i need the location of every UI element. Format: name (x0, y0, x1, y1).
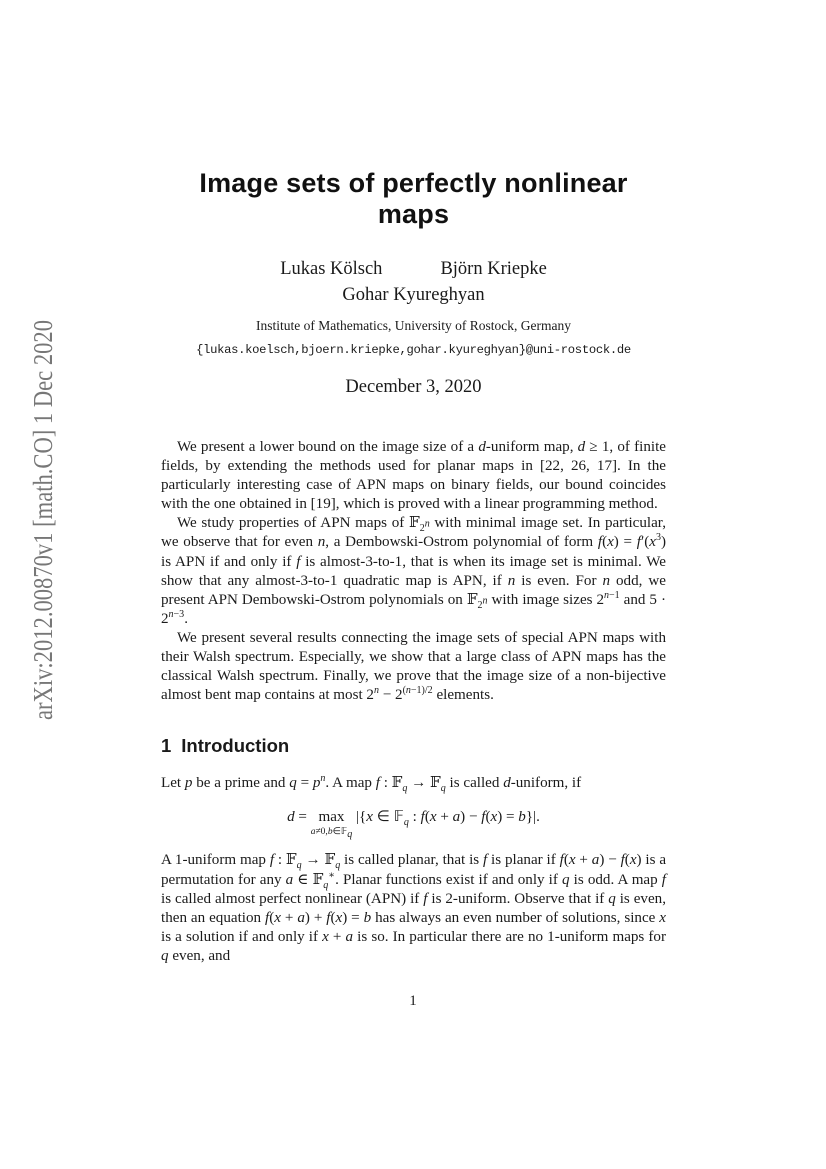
display-equation: d = max a≠0,b∈𝔽$_q$ |{x ∈ 𝔽$_q$ : f(x + a) − f(x) = b}|. (287, 809, 540, 841)
body-paragraph: A 1-uniform map f : 𝔽$_q$ → 𝔽$_q$ is called planar, that is f is planar if f(x + a) − f(x) is a permutation for any a ∈ 𝔽$_q$∗. Planar functions exist if and only if q is odd. A map f is called almost perfect nonlinear (APN) if f is 2-uniform. Observe that if q is even, then an equation f(x + a) + f(x) = b has always an even number of solutions, since x is a solution if and only if x + a is so. In particular there are no 1-uniform maps for q even, and (161, 852, 667, 964)
author-name: Gohar Kyureghyan (342, 285, 485, 305)
abstract-paragraph: We present a lower bound on the image size of a d-uniform map, d ≥ 1, of finite fields, by extending the methods used for planar maps in [22, 26, 17]. In the particularly interesting case of APN maps on binary fields, our bound coincides with the one obtained in [19], which is proved with a linear programming method. (161, 439, 666, 513)
author-name: Björn Kriepke (440, 259, 547, 279)
author-list (161, 256, 666, 308)
body-paragraph: Let p be a prime and $q = p^n$. A map f : 𝔽$_q$ → 𝔽$_q$ is called d-uniform, if (161, 773, 582, 795)
paper-page (161, 168, 666, 966)
abstract (161, 438, 666, 705)
paper-title: Image sets of perfectly nonlinear maps (199, 168, 628, 229)
section-title: Introduction (181, 735, 290, 757)
arxiv-stamp-text: arXiv:2012.00870v1 [math.CO] 1 Dec 2020 (28, 320, 58, 720)
section-number: 1 (161, 735, 172, 757)
abstract-paragraph: We present several results connecting the image sets of special APN maps with their Walsh spectrum. Especially, we show that a large class of APN maps has the classical Walsh spectrum. Finally, we prove that the image size of a non-bijective almost bent map contains at most $2^n - 2^{(n-1)/2}$ elements. (161, 629, 666, 704)
author-name: Lukas Kölsch (280, 259, 383, 279)
section-heading (161, 735, 666, 757)
paper-date: December 3, 2020 (345, 377, 482, 397)
affiliation: Institute of Mathematics, University of Rostock, Germany (256, 318, 571, 333)
arxiv-stamp (12, 320, 68, 720)
abstract-paragraph: We study properties of APN maps of 𝔽$_{2^n}$ with minimal image set. In particular, we observe that for even n, a Dembowski-Ostrom polynomial of form $f(x) = f'(x^3)$ is APN if and only if f is almost-3-to-1, that is when its image set is minimal. We show that any almost-3-to-1 quadratic map is APN, if n is even. For n odd, we present APN Dembowski-Ostrom polynomials on 𝔽$_{2^n}$ with image sizes $2^{n-1}$ and $5 \cdot 2^{n-3}$. (161, 515, 666, 627)
email-address[interactable]: {lukas.koelsch,bjoern.kriepke,gohar.kyureghyan}@uni-rostock.de (196, 343, 631, 357)
page-number: 1 (409, 993, 417, 1009)
